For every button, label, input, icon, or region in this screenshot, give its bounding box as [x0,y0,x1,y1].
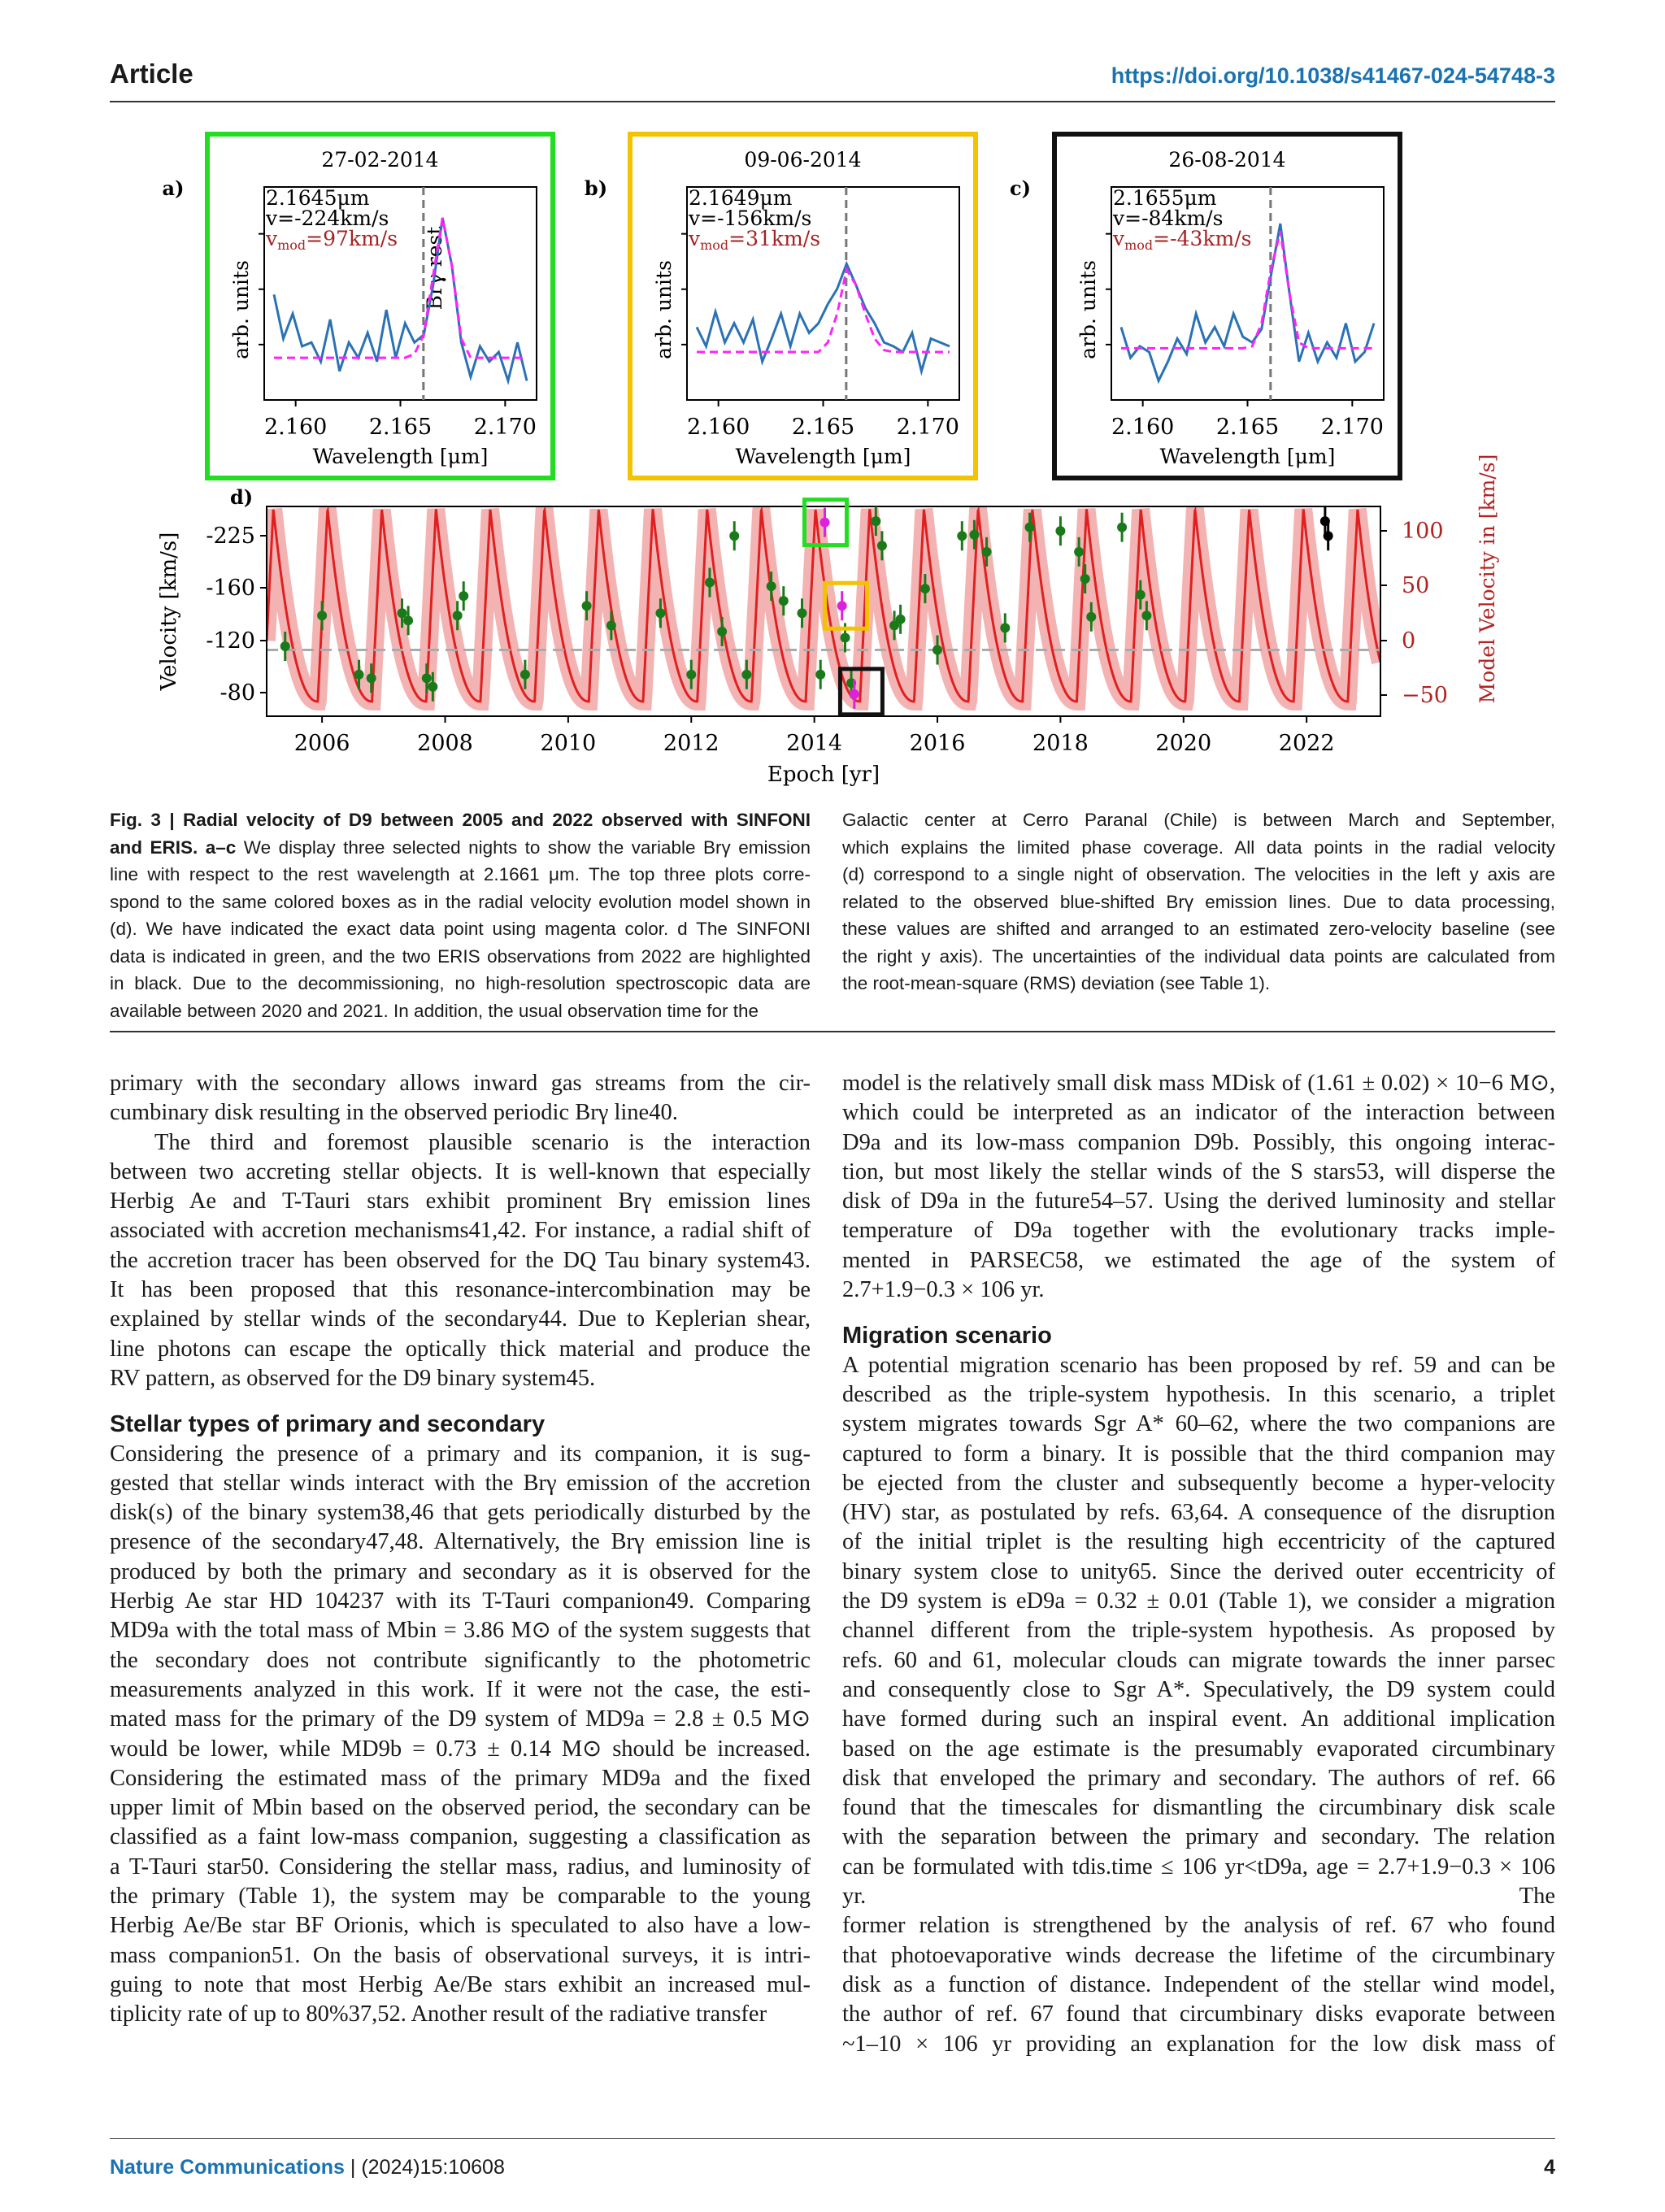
sinfoni-point [1000,623,1010,632]
text-line: have formed during such an inspiral event. An additional implication [842,1706,1555,1732]
text-line: mented in PARSEC58, we estimated the age of the system of [842,1247,1555,1273]
sinfoni-point [422,673,432,683]
text-line: Herbig Ae star HD 104237 with its T-Tauri companion49. Comparing [110,1588,811,1614]
x-tick-label: 2008 [417,731,473,756]
x-tick-label: 2014 [786,731,843,756]
sinfoni-point [606,620,616,630]
y-tick-label: -160 [206,576,255,601]
panel-letter: b) [584,176,608,200]
inset-panel-3 [1010,134,1400,478]
y-tick-label: -120 [206,628,255,654]
caption-line: Fig. 3 | Radial velocity of D9 between 2005 and 2022 observed with SINFONI [110,810,811,830]
text-line: associated with accretion mechanisms41,42. For instance, a radial shift of [110,1218,811,1244]
text-line: binary system close to unity65. Since the derived outer eccentricity of [842,1558,1555,1584]
footer-rule [110,2138,1555,2139]
sinfoni-point [871,516,880,526]
panel-date: 09-06-2014 [744,148,862,172]
text-line: classified as a faint low-mass companion, suggesting a classification as [110,1824,811,1850]
model-velocity-label: $v_{mod}=-43km/s$ [1113,227,1252,253]
text-line: mated mass for the primary of the D9 system of MD9a = 2.8 ± 0.5 M⊙ [110,1706,811,1732]
text-line: gested that stellar winds interact with the Brγ emission of the accretion [110,1470,811,1496]
text-line: captured to form a binary. It is possible that the third companion may [842,1441,1555,1467]
caption-line: and ERIS. a–c We display three selected nights to show the variable Brγ emission [110,837,811,858]
text-line: between two accreting stellar objects. It is well-known that especially [110,1158,811,1184]
x-tick-label: 2.160 [264,415,328,440]
sinfoni-point [815,670,825,680]
text-line: It has been proposed that this resonance-intercombination may be [110,1277,811,1303]
text-line: former relation is strengthened by the analysis of ref. 67 who found [842,1913,1555,1939]
journal-issue: | (2024)15:10608 [344,2156,505,2179]
text-line: explained by stellar winds of the secondary44. Due to Keplerian shear, [110,1306,811,1332]
caption-line: the root-mean-square (RMS) deviation (see Table 1). [842,973,1271,993]
text-line: line photons can escape the optically thick material and produce the [110,1336,811,1362]
observed-spectrum [697,264,950,372]
y2-tick-label: −50 [1402,683,1448,708]
journal-name[interactable]: Nature Communications [110,2156,345,2179]
sinfoni-point [1025,523,1035,532]
sinfoni-point [741,670,751,680]
y-tick-label: -225 [206,524,255,549]
panel-date: 27-02-2014 [321,148,439,172]
text-line: with the separation between the primary and secondary. The relation [842,1824,1555,1850]
sinfoni-point [957,531,967,541]
x-tick-label: 2.165 [368,415,433,440]
sinfoni-point [798,608,807,618]
x-axis-label: Wavelength [μm] [735,445,911,468]
x-tick-label: 2020 [1155,731,1212,756]
doi-link[interactable]: https://doi.org/10.1038/s41467-024-54748-3 [1111,63,1555,88]
text-line: described as the triple-system hypothesis. In this scenario, a triplet [842,1381,1555,1407]
caption-line: in black. Due to the decommissioning, no high-resolution spectroscopic data are [110,973,811,993]
y2-axis-label: Model Velocity in [km/s] [1476,454,1499,704]
text-line: refs. 60 and 61, molecular clouds can migrate towards the inner parsec [842,1647,1555,1673]
sinfoni-point [767,581,776,591]
caption-line: Galactic center at Cerro Paranal (Chile) is between March and September, [842,810,1555,830]
panel-letter: c) [1010,176,1031,200]
eris-point [1324,531,1333,541]
x-tick-label: 2010 [540,731,597,756]
sinfoni-point [280,641,290,651]
sinfoni-point [403,615,413,625]
sinfoni-point [354,670,364,680]
figure-3 [0,0,1665,797]
text-line: and consequently close to Sgr A*. Speculatively, the D9 system could [842,1676,1555,1702]
y-axis-label: Velocity [km/s] [157,532,181,691]
rest-label: Brγ rest [422,226,446,311]
x-tick-label: 2018 [1032,731,1089,756]
sinfoni-point [428,682,437,692]
text-line: A potential migration scenario has been proposed by ref. 59 and can be [842,1352,1555,1378]
text-line: primary with the secondary allows inward gas streams from the cir- [110,1071,811,1096]
caption-line: data is indicated in green, and the two ERIS observations from 2022 are highlighted [110,945,811,967]
highlight-point [850,689,859,699]
text-line: the secondary does not contribute significantly to the photometric [110,1647,811,1673]
x-tick-label: 2.160 [1111,415,1175,440]
sinfoni-point [520,670,530,680]
text-line: ~1–10 × 106 yr providing an explanation for the low disk mass of [842,2031,1555,2057]
text-line: channel different from the triple-system hypothesis. As proposed by [842,1618,1555,1644]
sinfoni-point [367,673,376,683]
sinfoni-point [1055,526,1065,536]
text-line: tiplicity rate of up to 80%37,52. Another result of the radiative transfer [110,2001,767,2027]
text-line: tion, but most likely the stellar winds of the S stars53, will disperse the [842,1158,1555,1184]
caption-line: spond to the same colored boxes as in the radial velocity evolution model shown in [110,891,811,912]
x-tick-label: 2006 [293,731,350,756]
sinfoni-point [1080,574,1090,584]
text-line: measurements analyzed in this work. If it were not the case, the esti- [110,1676,811,1702]
x-tick-label: 2022 [1278,731,1335,756]
highlight-point [837,601,847,611]
caption-line: available between 2020 and 2021. In addition, the usual observation time for the [110,1000,759,1021]
sinfoni-point [705,578,715,588]
caption-line: the right y axis). The uncertainties of the individual data points are calculated from [842,945,1555,967]
caption-rule [110,1031,1555,1032]
sinfoni-point [655,608,665,618]
y2-tick-label: 100 [1402,519,1444,544]
section-heading: Stellar types of primary and secondary [110,1411,546,1438]
text-line: the accretion tracer has been observed for the DQ Tau binary system43. [110,1247,811,1273]
x-tick-label: 2012 [663,731,719,756]
text-line: the author of ref. 67 found that circumbinary disks evaporate between [842,2001,1555,2027]
section-heading: Migration scenario [842,1323,1052,1349]
text-line: Herbig Ae/Be star BF Orionis, which is speculated to also have a low- [110,1913,811,1939]
caption-line: these values are shifted and arranged to an estimated zero-velocity baseline (see [842,919,1555,939]
caption-line: (d) correspond to a single night of observation. The velocities in the left y axis are [842,864,1555,884]
wavelength-label: 2.1645μm [266,186,370,210]
text-line: temperature of D9a together with the evolutionary tracks imple- [842,1218,1555,1244]
sinfoni-point [920,584,930,593]
caption-right [842,806,1555,997]
sinfoni-point [969,530,979,540]
text-line: would be lower, while MD9b = 0.73 ± 0.14 M⊙ should be increased. [110,1736,811,1762]
sinfoni-point [1117,523,1127,532]
radial-velocity-chart [157,454,1499,787]
x-tick-label: 2016 [909,731,966,756]
text-line: Considering the estimated mass of the primary MD9a and the fixed [110,1765,811,1791]
caption-line: which explains the limited phase coverage. All data points in the radial velocity [842,837,1555,858]
text-line: system migrates towards Sgr A* 60–62, where the two companions are [842,1411,1555,1437]
panel-date: 26-08-2014 [1168,148,1286,172]
text-line: disk that enveloped the primary and secondary. The authors of ref. 66 [842,1765,1555,1791]
text-line: The third and foremost plausible scenario is the interaction [154,1129,811,1155]
model-velocity-label: $v_{mod}=97km/s$ [266,227,398,253]
x-tick-label: 2.170 [473,415,537,440]
wavelength-label: 2.1655μm [1113,186,1217,210]
text-line: produced by both the primary and secondary as it is observed for the [110,1558,811,1584]
panel-letter: d) [230,485,254,509]
text-line: D9a and its low-mass companion D9b. Possibly, this ongoing interac- [842,1129,1555,1155]
x-tick-label: 2.165 [1215,415,1280,440]
y2-tick-label: 50 [1402,573,1430,598]
sinfoni-point [1141,611,1151,620]
text-line: the D9 system is eD9a = 0.32 ± 0.01 (Table 1), we consider a migration [842,1588,1555,1614]
velocity-label: v=-224km/s [266,206,389,230]
page-number: 4 [1544,2156,1555,2179]
y2-tick-label: 0 [1402,628,1416,654]
sinfoni-point [582,601,592,611]
y-axis-label: arb. units [652,260,676,359]
sinfoni-point [453,611,463,620]
text-line: guing to note that most Herbig Ae/Be stars exhibit an increased mul- [110,1971,811,1997]
panel-letter: a) [162,176,185,200]
sinfoni-point [1086,612,1096,622]
sinfoni-point [729,531,739,541]
y-axis-label: arb. units [1076,260,1100,359]
sinfoni-point [982,547,992,557]
sinfoni-point [717,627,727,637]
text-line: be ejected from the cluster and subsequently become a hyper-velocity [842,1470,1555,1496]
sinfoni-point [1074,547,1084,557]
text-line: 2.7+1.9−0.3 × 106 yr. [842,1277,1045,1303]
caption-line: related to the observed blue-shifted Brγ emission lines. Due to data processing, [842,891,1555,912]
inset-panel-2 [585,134,976,478]
text-line: RV pattern, as observed for the D9 binary system45. [110,1365,596,1391]
inset-panel-1 [163,134,553,478]
text-line: Considering the presence of a primary and its companion, it is sug- [110,1441,811,1467]
sinfoni-point [932,645,942,655]
text-line: upper limit of Mbin based on the observed period, the secondary can be [110,1795,811,1821]
sinfoni-point [840,632,850,642]
sinfoni-point [317,611,327,620]
sinfoni-point [686,670,696,680]
sinfoni-point [459,591,468,601]
text-line: Herbig Ae and T-Tauri stars exhibit prominent Brγ emission lines [110,1189,811,1215]
text-line: model is the relatively small disk mass MDisk of (1.61 ± 0.02) × 10−6 M⊙, [842,1071,1555,1096]
velocity-label: v=-156km/s [689,206,812,230]
text-line: of the initial triplet is the resulting high eccentricity of the captured [842,1529,1555,1555]
y-axis-label: arb. units [229,260,253,359]
highlight-point [820,518,830,528]
sinfoni-point [877,541,887,550]
x-axis-label: Epoch [yr] [767,763,880,787]
text-line: found that the timescales for dismantling the circumbinary disk scale [842,1795,1555,1821]
journal-footer [110,2156,505,2179]
text-line: disk of D9a in the future54–57. Using the derived luminosity and stellar [842,1189,1555,1215]
right-column [842,1069,1555,2059]
x-axis-label: Wavelength [μm] [1159,445,1336,468]
text-line: cumbinary disk resulting in the observed periodic Brγ line40. [110,1100,678,1126]
sinfoni-point [779,596,789,606]
x-tick-label: 2.165 [791,415,855,440]
text-line: (HV) star, as postulated by refs. 63,64. A consequence of the disruption [842,1500,1555,1526]
model-spectrum [697,270,950,352]
caption-left [110,806,811,1024]
velocity-label: v=-84km/s [1113,206,1224,230]
text-line: disk(s) of the binary system38,46 that gets periodically disturbed by the [110,1500,811,1526]
x-tick-label: 2.170 [896,415,959,440]
sinfoni-point [896,615,906,624]
x-tick-label: 2.170 [1320,415,1384,440]
text-line: mass companion51. On the basis of observational surveys, it is intri- [110,1942,811,1968]
text-line: MD9a with the total mass of Mbin = 3.86 M⊙ of the system suggests that [110,1618,811,1644]
caption-line: line with respect to the rest wavelength at 2.1661 μm. The top three plots corre- [110,864,811,884]
text-line: which could be interpreted as an indicator of the interaction between [842,1100,1555,1126]
text-line: based on the age estimate is the presumably evaporated circumbinary [842,1736,1555,1762]
caption-line: (d). We have indicated the exact data point using magenta color. d The SINFONI [110,919,811,939]
model-velocity-label: $v_{mod}=31km/s$ [689,227,821,253]
x-axis-label: Wavelength [μm] [312,445,489,468]
y-tick-label: -80 [220,680,255,706]
text-line: a T-Tauri star50. Considering the stellar mass, radius, and luminosity of [110,1853,811,1880]
text-line: presence of the secondary47,48. Alternatively, the Brγ emission line is [110,1529,811,1555]
left-column [110,1069,811,2030]
wavelength-label: 2.1649μm [689,186,793,210]
text-line: disk as a function of distance. Independent of the stellar wind model, [842,1971,1555,1997]
text-line: the primary (Table 1), the system may be comparable to the young [110,1884,811,1910]
article-label: Article [110,59,193,89]
sinfoni-point [1136,590,1146,600]
text-line: can be formulated with tdis.time ≤ 106 yr<tD9a, age = 2.7+1.9−0.3 × 106 yr. The [842,1853,1555,1910]
x-tick-label: 2.160 [687,415,750,440]
text-line: that photoevaporative winds decrease the lifetime of the circumbinary [842,1942,1555,1968]
